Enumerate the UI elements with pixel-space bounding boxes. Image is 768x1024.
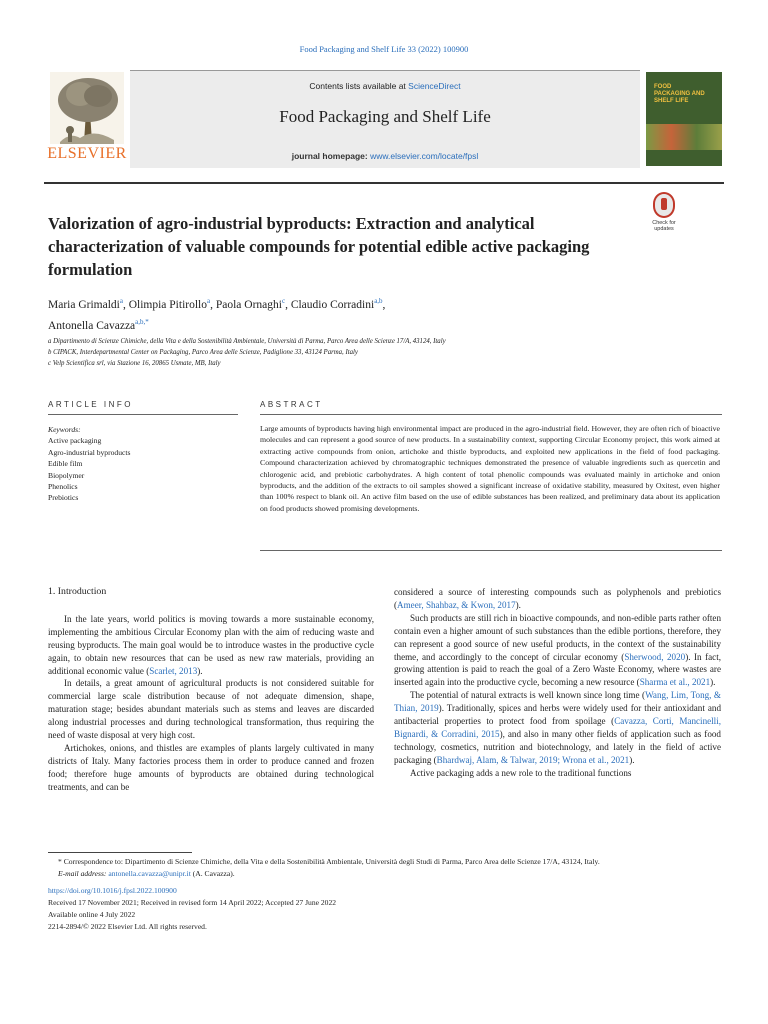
author-list: Maria Grimaldi$^a$, Olimpia Pitirollo$^a$, Paola Ornaghi$^c$, Claudio Corradini$^{a,b}$, Antonella Cavazza$^{a,b,*}$ (48, 297, 386, 332)
journal-banner (130, 70, 640, 168)
author-affiliation-marker[interactable]: a (206, 297, 211, 305)
paragraph-text: ). Traditionally, spices and herbs were widely used for their antioxidant and antibacterial properties to protect food from spoilage ( (394, 703, 721, 727)
keyword-item: Edible film (48, 459, 83, 469)
citation-link[interactable]: Ameer, Shahbaz, & Kwon, 2017 (397, 599, 516, 610)
journal-title[interactable]: Food Packaging and Shelf Life (279, 107, 491, 126)
author-name[interactable]: Paola Ornaghi (215, 298, 282, 311)
paragraph (48, 613, 374, 678)
citation-link[interactable]: Cavazza, Corti, Mancinelli, Bignardi, & Corradini, 2015 (394, 716, 721, 739)
author-name[interactable]: Antonella Cavazza (48, 319, 136, 332)
citation-link[interactable]: Bhardwaj, Alam, & Talwar, 2019; Wrona et al., 2021 (436, 754, 630, 765)
citation-link[interactable]: Sherwood, 2020 (624, 651, 686, 662)
email-label: E-mail address: (58, 869, 107, 878)
article-info-heading: ARTICLE INFO (48, 400, 133, 409)
correspondence-note: * Correspondence to: Dipartimento di Scienze Chimiche, della Vita e della Sostenibilità Ambientale, Università degli Studi di Parma, Parco Area delle Scienze 17/A, 43124, Italy. (58, 857, 600, 866)
paragraph-text: Artichokes, onions, and thistles are examples of plants largely cultivated in many districts of Italy. Many factories process them in order to produce canned and frozen food; therefore huge amounts of byproducts are obtained during technological treatments, and can be (48, 742, 374, 792)
author-affiliation-marker[interactable]: a,b (374, 297, 383, 305)
body-column-right (394, 586, 721, 780)
homepage-line (130, 151, 640, 161)
affiliation-item: c Velp Scientifica srl, via Stazione 16, 20865 Usmate, MB, Italy (48, 360, 221, 367)
affiliation-item: a Dipartimento di Scienze Chimiche, della Vita e della Sostenibilità Ambientale, Università di Parma, Parco Area delle Scienze 17/A, 43124, Italy (48, 338, 446, 345)
paragraph-text: ). In fact, growing attention is paid to reach the goal of a Zero Waste Economy, where wastes are inserted again into the productive cycle, becoming a new resource ( (394, 651, 721, 688)
paragraph (394, 612, 721, 689)
header-divider (44, 182, 724, 184)
paragraph-text: ), and also in many other fields of application such as food technology, cosmetics, nutrition and biotechnology, and lately in the field of active packaging ( (394, 728, 721, 765)
affiliations (48, 336, 668, 369)
section-heading-introduction: 1. Introduction (48, 586, 107, 597)
received-dates: Received 17 November 2021; Received in revised form 14 April 2022; Accepted 27 June 2022 (48, 898, 337, 907)
abstract-rule (260, 414, 722, 415)
citation-link[interactable]: Scarlet, 2013 (149, 665, 198, 676)
paragraph-text: ). (197, 665, 203, 676)
abstract-bottom-rule (260, 550, 722, 551)
footnote-rule (48, 852, 192, 853)
paragraph (48, 742, 374, 794)
journal-header (44, 70, 724, 170)
article-title: Valorization of agro-industrial byproducts: Extraction and analytical characterization of valuable compounds for potential edible active packaging formulation (48, 214, 590, 279)
author-name[interactable]: Claudio Corradini (290, 298, 375, 311)
contents-prefix: Contents lists available at (309, 81, 409, 91)
paragraph (394, 767, 721, 780)
right-paragraphs (394, 586, 721, 780)
affiliation-item: b CIPACK, Interdepartmental Center on Packaging, Parco Area delle Scienze, Padiglione 33, 43124 Parma, Italy (48, 349, 358, 356)
contents-line (130, 81, 640, 91)
cover-photo-band (646, 124, 722, 150)
homepage-prefix: journal homepage: (291, 151, 371, 161)
paragraph (48, 677, 374, 742)
check-for-updates-button[interactable] (648, 192, 680, 232)
author-name[interactable]: Olimpia Pitirollo (128, 298, 207, 311)
journal-cover-image[interactable] (646, 72, 722, 166)
paragraph-text: The potential of natural extracts is well known since long time ( (410, 690, 646, 701)
left-paragraphs (48, 613, 374, 794)
article-info-rule (48, 414, 238, 415)
homepage-link[interactable]: www.elsevier.com/locate/fpsl (370, 151, 479, 161)
citation-link[interactable]: Wang, Lim, Tong, & Thian, 2019 (394, 690, 722, 714)
paragraph-text: ). (710, 677, 716, 688)
doi-link[interactable]: https://doi.org/10.1016/j.fpsl.2022.100900 (48, 886, 177, 895)
paragraph (394, 689, 721, 766)
cover-title: FOOD PACKAGING AND SHELF LIFE (654, 84, 705, 104)
check-updates-icon (653, 192, 675, 218)
author-affiliation-marker[interactable]: c (281, 297, 286, 305)
elsevier-tree-icon (50, 72, 124, 144)
email-link[interactable]: antonella.cavazza@unipr.it (108, 869, 191, 878)
publisher-name: ELSEVIER (47, 145, 127, 162)
email-line (48, 868, 724, 880)
keywords-list (48, 424, 238, 504)
copyright-line: 2214-2894/© 2022 Elsevier Ltd. All rights reserved. (48, 922, 207, 931)
journal-reference[interactable]: Food Packaging and Shelf Life 33 (2022) 100900 (299, 44, 469, 54)
keyword-item: Phenolics (48, 482, 78, 492)
body-column-left (48, 586, 374, 794)
keyword-item: Biopolymer (48, 470, 85, 480)
elsevier-logo[interactable] (44, 72, 130, 167)
keywords-label: Keywords: (48, 425, 81, 434)
paragraph-text: ). (515, 599, 521, 610)
abstract-body: Large amounts of byproducts having high environmental impact are produced in the agro-industrial field. However, they are often rich of bioactive molecules and can represent a good source of new products. In a sustainability context, supporting Circular Economy project, this work aimed at extracting active compounds from onion, artichoke and thistle byproducts, and exploited new applications in the field of food packaging. Compound characterization achieved by chromatographic techniques demonstrated the presence of valuable ingredients such as quercetin and chlorogenic acid, and prebiotic carbohydrates. A high content of total phenolic compounds was evaluated mainly in artichoke and onion byproducts, and the addition of the extracts to oil samples showed a significant increase of oxidative stability, measured by Oxitest, even higher than 100% respect to blank oil. An active film based on the use of edible substances has been realized, and preliminary data about its application on food products showed promising developments. (260, 424, 720, 513)
sciencedirect-link[interactable]: ScienceDirect (408, 81, 461, 91)
paragraph-text: Active packaging adds a new role to the traditional functions (410, 767, 632, 778)
paragraph-text: Such products are still rich in bioactive compounds, and non-edible parts rather often contain even a higher amount of such substances than the edible portions, therefore, they can represent a good source of new useful products, in the context of the sustainability theme, and accordingly to the concept of circular economy ( (394, 612, 721, 662)
check-updates-label: Check for updates (652, 220, 676, 232)
paragraph-text: ). (629, 754, 635, 765)
citation-link[interactable]: Sharma et al., 2021 (639, 677, 711, 688)
keyword-item: Active packaging (48, 436, 102, 446)
paragraph (394, 586, 721, 612)
keyword-item: Agro-industrial byproducts (48, 447, 131, 457)
email-suffix: (A. Cavazza). (190, 869, 235, 878)
abstract-heading: ABSTRACT (260, 400, 323, 409)
keyword-item: Prebiotics (48, 493, 79, 503)
paragraph-text: In the late years, world politics is moving towards a more sustainable economy, implementing the ambitious Circular Economy plan with the aim of reducing waste and reusing byproducts. The main goal would be to introduce wastes in the productive cycle again, to obtain new resources that can be used as new raw materials, providing an additional economic value ( (48, 613, 374, 676)
author-name[interactable]: Maria Grimaldi (48, 298, 120, 311)
footnotes (48, 852, 724, 933)
paragraph-text: considered a source of interesting compounds such as polyphenols and prebiotics ( (394, 587, 721, 610)
author-affiliation-marker[interactable]: a (119, 297, 123, 305)
online-date: Available online 4 July 2022 (48, 910, 136, 919)
author-affiliation-marker[interactable]: a,b,* (135, 317, 149, 326)
paragraph-text: In details, a great amount of agricultural products is not considered suitable for commercial large scale distribution because of not adequate dimension, shape, maturation stage; besides abundant materials such as stems and leaves are discarded along industrial processes and during technological transformation, thus requiring the need of waste disposal at very high cost. (48, 678, 374, 741)
